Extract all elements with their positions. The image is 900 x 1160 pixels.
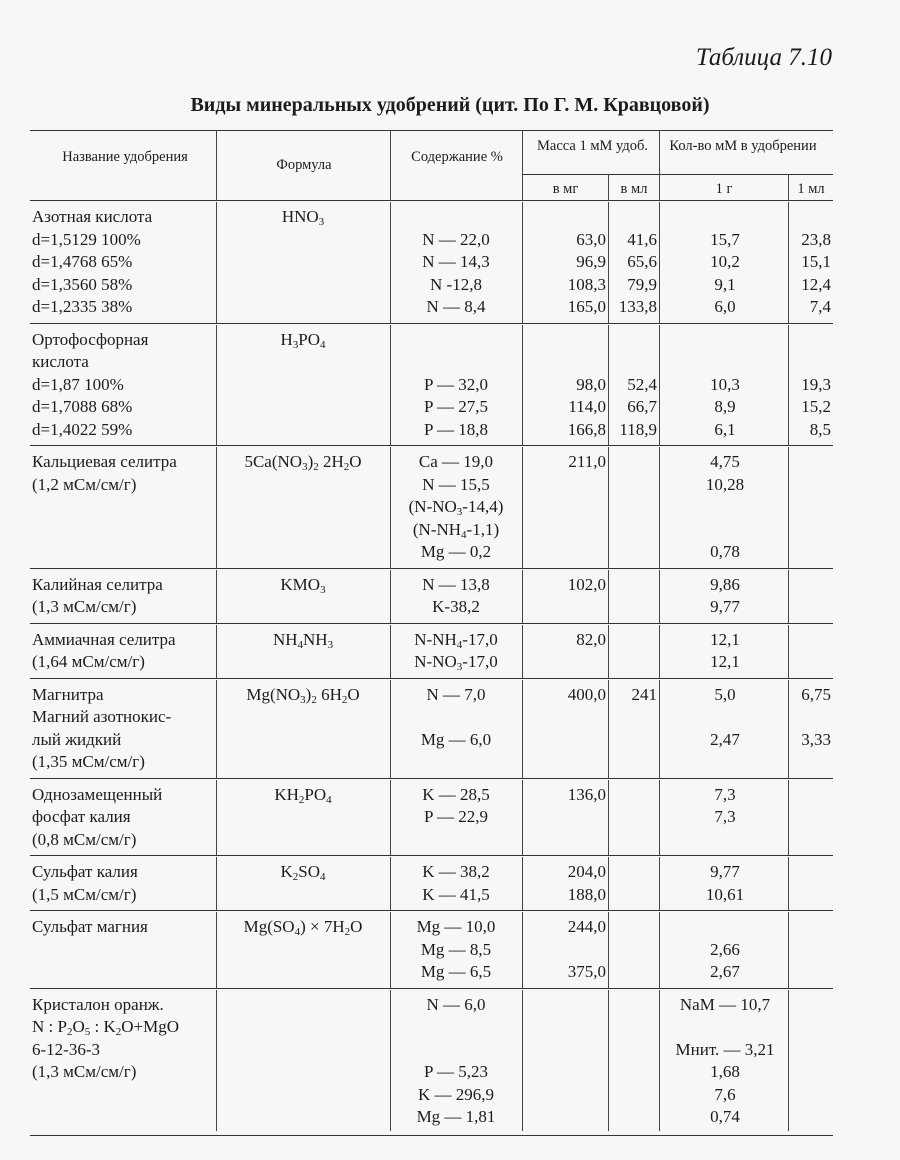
cell-mass-mg: 136,0 xyxy=(567,784,606,804)
cell-content: Mg — 0,2 xyxy=(420,542,492,561)
column-divider xyxy=(788,857,789,910)
column-divider xyxy=(788,570,789,623)
cell-count-1g: 9,86 xyxy=(710,574,740,594)
cell-content: P — 5,23 xyxy=(423,1062,489,1081)
header-divider xyxy=(216,130,217,200)
header-mass-mg: в мг xyxy=(552,181,579,197)
column-divider xyxy=(788,680,789,778)
column-divider xyxy=(659,780,660,856)
cell-content: $(N-NO_3-14,4)$ xyxy=(408,497,504,518)
column-divider xyxy=(608,570,609,623)
column-divider xyxy=(216,570,217,623)
cell-count-1g: 5,0 xyxy=(714,684,736,704)
cell-count-1ml: 15,2 xyxy=(801,397,831,416)
cell-content: $(N-NH_4-1,1)$ xyxy=(412,519,500,541)
cell-mass-mg: 102,0 xyxy=(567,574,606,594)
column-divider xyxy=(608,912,609,988)
cell-formula: $KMO_3$ xyxy=(280,574,326,596)
cell-name: d=1,4768 65% xyxy=(32,252,133,271)
cell-mass-ml: 66,7 xyxy=(627,397,657,416)
cell-content: N — 8,4 xyxy=(426,297,486,316)
cell-count-1g: 8,9 xyxy=(714,397,736,416)
cell-mass-mg: 204,0 xyxy=(567,862,606,881)
header-count-1ml: 1 мл xyxy=(797,181,825,197)
cell-name: 6-12-36-3 xyxy=(32,1039,100,1059)
cell-count-1g: 6,1 xyxy=(714,419,736,439)
row-separator xyxy=(30,678,833,679)
cell-formula: $HNO_3$ xyxy=(281,207,325,228)
cell-content: P — 32,0 xyxy=(423,374,489,394)
cell-name: d=1,87 100% xyxy=(32,374,124,394)
header-mass-ml: в мл xyxy=(620,181,648,197)
cell-content: P — 22,9 xyxy=(423,807,489,826)
cell-content: N -12,8 xyxy=(430,274,482,294)
column-divider xyxy=(390,325,391,446)
cell-mass-ml: 133,8 xyxy=(618,297,657,316)
column-divider xyxy=(608,990,609,1131)
cell-formula: $K_2SO_4$ xyxy=(280,862,326,883)
cell-count-1g: 7,3 xyxy=(714,784,736,804)
table-bottom-rule xyxy=(30,1135,833,1136)
column-divider xyxy=(522,780,523,856)
cell-name: лый жидкий xyxy=(32,729,122,749)
cell-mass-ml: 79,9 xyxy=(627,274,657,294)
column-divider xyxy=(522,857,523,910)
cell-name: d=1,2335 38% xyxy=(32,297,133,316)
cell-name: Сульфат магния xyxy=(32,917,148,936)
cell-content: N — 22,0 xyxy=(422,229,490,249)
cell-content: K — 38,2 xyxy=(422,862,490,881)
cell-count-1g: 10,2 xyxy=(710,252,740,271)
cell-content: K — 28,5 xyxy=(422,784,490,804)
cell-name: (0,8 мСм/см/г) xyxy=(32,829,137,849)
cell-count-1g: 2,66 xyxy=(710,939,740,959)
cell-name: d=1,3560 58% xyxy=(32,274,133,294)
cell-count-1g: 9,77 xyxy=(710,862,740,881)
cell-mass-mg: 244,0 xyxy=(567,917,606,936)
column-divider xyxy=(216,857,217,910)
cell-mass-mg: 165,0 xyxy=(567,297,606,316)
cell-name: кислота xyxy=(32,352,89,371)
cell-content: N — 6,0 xyxy=(426,994,486,1014)
cell-name: Кристалон оранж. xyxy=(32,994,164,1014)
cell-mass-mg: 96,9 xyxy=(576,252,606,271)
cell-name: (1,64 мСм/см/г) xyxy=(32,652,145,671)
column-divider xyxy=(659,202,660,323)
row-separator xyxy=(30,323,833,324)
column-divider xyxy=(522,447,523,568)
cell-name: Сульфат калия xyxy=(32,862,138,881)
cell-mass-ml: 41,6 xyxy=(627,229,657,249)
cell-count-1ml: 12,4 xyxy=(801,274,831,294)
row-separator xyxy=(30,778,833,779)
cell-name: (1,3 мСм/см/г) xyxy=(32,1062,137,1081)
cell-count-1g: 9,1 xyxy=(714,274,736,294)
cell-count-1ml: 8,5 xyxy=(809,419,831,439)
table-number: Таблица 7.10 xyxy=(695,44,832,71)
cell-count-1ml: 6,75 xyxy=(801,684,831,704)
cell-count-1g: 0,74 xyxy=(710,1107,740,1126)
cell-mass-mg: 82,0 xyxy=(576,629,606,649)
column-divider xyxy=(390,570,391,623)
cell-count-1g: 15,7 xyxy=(710,229,740,249)
cell-count-1ml: 7,4 xyxy=(809,297,831,316)
column-divider xyxy=(390,912,391,988)
cell-mass-mg: 114,0 xyxy=(568,397,606,416)
column-divider xyxy=(659,447,660,568)
column-divider xyxy=(522,202,523,323)
cell-content: N — 7,0 xyxy=(426,684,486,704)
column-divider xyxy=(659,570,660,623)
row-separator xyxy=(30,988,833,989)
column-divider xyxy=(522,570,523,623)
cell-name: d=1,7088 68% xyxy=(32,397,133,416)
header-bottom-rule xyxy=(30,200,833,201)
cell-count-1g: 2,67 xyxy=(710,962,740,981)
cell-count-1g: 9,77 xyxy=(710,597,740,616)
cell-count-1g: NaM — 10,7 xyxy=(679,994,771,1014)
column-divider xyxy=(216,447,217,568)
cell-name: (1,5 мСм/см/г) xyxy=(32,884,137,904)
cell-mass-ml: 241 xyxy=(631,684,657,704)
cell-mass-mg: 211,0 xyxy=(568,452,606,471)
cell-name: (1,35 мСм/см/г) xyxy=(32,752,145,771)
column-divider xyxy=(659,990,660,1131)
column-divider xyxy=(522,990,523,1131)
column-divider xyxy=(390,857,391,910)
cell-count-1g: 10,61 xyxy=(705,884,745,904)
cell-content: Mg — 8,5 xyxy=(420,939,492,959)
row-separator xyxy=(30,445,833,446)
cell-count-1g: Мнит. — 3,21 xyxy=(675,1039,775,1059)
column-divider xyxy=(216,625,217,678)
cell-count-1g: 4,75 xyxy=(710,452,740,471)
column-divider xyxy=(390,625,391,678)
column-divider xyxy=(659,625,660,678)
column-divider xyxy=(522,912,523,988)
cell-name: d=1,4022 59% xyxy=(32,419,133,439)
cell-count-1g: 2,47 xyxy=(710,729,740,749)
column-divider xyxy=(788,202,789,323)
column-divider xyxy=(216,780,217,856)
cell-count-1ml: 15,1 xyxy=(801,252,831,271)
cell-mass-ml: 65,6 xyxy=(627,252,657,271)
cell-name: Ортофосфорная xyxy=(32,329,149,349)
column-divider xyxy=(216,990,217,1131)
cell-formula: $5Ca(NO_3)_2$ $2H_2O$ xyxy=(244,452,362,473)
column-divider xyxy=(608,625,609,678)
cell-content: P — 18,8 xyxy=(423,419,489,439)
cell-name: N : $P_2O_5$ : $K_2O+MgO$ xyxy=(32,1017,180,1038)
header-divider xyxy=(390,130,391,200)
column-divider xyxy=(788,325,789,446)
cell-count-1g: 12,1 xyxy=(710,629,740,649)
column-divider xyxy=(659,680,660,778)
header-content: Содержание % xyxy=(411,149,503,165)
column-divider xyxy=(788,625,789,678)
column-divider xyxy=(788,447,789,568)
column-divider xyxy=(390,680,391,778)
row-separator xyxy=(30,910,833,911)
column-divider xyxy=(390,990,391,1131)
cell-content: Mg — 10,0 xyxy=(416,917,496,936)
column-divider xyxy=(788,912,789,988)
column-divider xyxy=(659,912,660,988)
cell-count-1g: 12,1 xyxy=(710,652,740,671)
cell-content: Mg — 1,81 xyxy=(416,1107,496,1126)
cell-mass-mg: 63,0 xyxy=(576,229,606,249)
cell-mass-mg: 188,0 xyxy=(567,884,606,904)
cell-formula: $Mg(NO_3)_2$ $6H_2O$ xyxy=(246,684,360,706)
cell-count-1ml: 3,33 xyxy=(801,729,831,749)
column-divider xyxy=(522,625,523,678)
column-divider xyxy=(608,680,609,778)
cell-name: Азотная кислота xyxy=(32,207,153,226)
header-count-1g: 1 г xyxy=(715,181,733,197)
column-divider xyxy=(608,325,609,446)
column-divider xyxy=(390,780,391,856)
header-count: Кол-во мМ в удобрении xyxy=(669,138,817,154)
cell-count-1ml: 19,3 xyxy=(801,374,831,394)
cell-name: (1,3 мСм/см/г) xyxy=(32,597,137,616)
cell-mass-mg: 108,3 xyxy=(567,274,606,294)
cell-content: $N-NH_4-17,0$ xyxy=(414,629,498,651)
cell-count-1g: 6,0 xyxy=(714,297,736,316)
column-divider xyxy=(659,325,660,446)
column-divider xyxy=(788,990,789,1131)
column-divider xyxy=(216,680,217,778)
column-divider xyxy=(522,680,523,778)
cell-mass-mg: 400,0 xyxy=(567,684,606,704)
column-divider xyxy=(608,857,609,910)
column-divider xyxy=(216,912,217,988)
cell-mass-ml: 118,9 xyxy=(619,419,657,439)
row-separator xyxy=(30,568,833,569)
column-divider xyxy=(788,780,789,856)
header-name: Название удобрения xyxy=(62,149,188,165)
column-divider xyxy=(608,202,609,323)
cell-count-1g: 10,28 xyxy=(705,474,745,494)
header-formula: Формула xyxy=(276,157,332,173)
cell-formula: $H_3PO_4$ xyxy=(280,329,326,351)
cell-content: P — 27,5 xyxy=(423,397,489,416)
cell-mass-mg: 98,0 xyxy=(576,374,606,394)
cell-content: N — 15,5 xyxy=(422,474,490,494)
cell-name: фосфат калия xyxy=(32,807,131,826)
cell-content: K — 296,9 xyxy=(417,1084,495,1104)
cell-content: N — 14,3 xyxy=(422,252,490,271)
table-title: Виды минеральных удобрений (цит. По Г. М. Кравцовой) xyxy=(190,94,710,116)
cell-content: K — 41,5 xyxy=(422,884,490,904)
column-divider xyxy=(390,447,391,568)
cell-count-1g: 7,3 xyxy=(714,807,736,826)
cell-content: $N-NO_3-17,0$ xyxy=(414,652,498,673)
cell-mass-ml: 52,4 xyxy=(627,374,657,394)
cell-content: N — 13,8 xyxy=(422,574,490,594)
column-divider xyxy=(522,325,523,446)
cell-name: d=1,5129 100% xyxy=(32,229,141,249)
cell-count-1g: 0,78 xyxy=(710,542,740,561)
cell-name: Магнитра xyxy=(32,684,104,704)
column-divider xyxy=(608,780,609,856)
cell-formula: $NH_4NH_3$ xyxy=(272,629,334,651)
cell-content: K-38,2 xyxy=(432,597,480,616)
cell-name: Кальциевая селитра xyxy=(32,452,177,471)
cell-name: (1,2 мСм/см/г) xyxy=(32,474,137,494)
cell-count-1g: 10,3 xyxy=(710,374,740,394)
cell-formula: $Mg(SO_4) \times 7H_2O$ xyxy=(243,917,363,938)
cell-content: Mg — 6,5 xyxy=(420,962,492,981)
cell-mass-mg: 375,0 xyxy=(567,962,606,981)
column-divider xyxy=(608,447,609,568)
row-separator xyxy=(30,623,833,624)
cell-count-1ml: 23,8 xyxy=(801,229,831,249)
column-divider xyxy=(216,325,217,446)
cell-name: Калийная селитра xyxy=(32,574,163,594)
cell-mass-mg: 166,8 xyxy=(567,419,606,439)
cell-count-1g: 7,6 xyxy=(714,1084,736,1104)
cell-content: Ca — 19,0 xyxy=(418,452,494,471)
header-mass: Масса 1 мМ удоб. xyxy=(537,138,648,154)
cell-formula: $KH_2PO_4$ xyxy=(274,784,332,806)
column-divider xyxy=(659,857,660,910)
column-divider xyxy=(216,202,217,323)
subheader-rule xyxy=(522,174,833,175)
cell-content: Mg — 6,0 xyxy=(420,729,492,749)
column-divider xyxy=(390,202,391,323)
cell-name: Магний азотнокис- xyxy=(32,707,172,726)
table-top-rule xyxy=(30,130,833,131)
row-separator xyxy=(30,855,833,856)
cell-name: Аммиачная селитра xyxy=(32,629,176,649)
cell-count-1g: 1,68 xyxy=(710,1062,740,1081)
cell-name: Однозамещенный xyxy=(32,784,163,804)
